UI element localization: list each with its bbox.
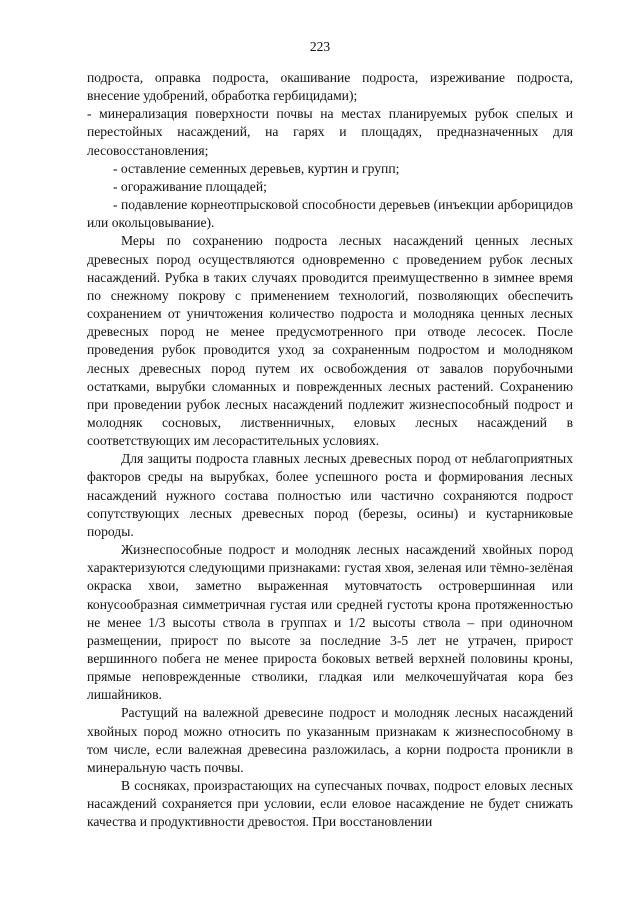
body-text [87,69,573,832]
page-number: 223 [309,39,331,54]
paragraph-pine-forests: В сосняках, произрастающих на супесчаных почвах, подрост еловых лесных насаждений сохраняется при условии, если еловое насаждение не будет снижать качества и продуктивности древостоя. При восстановлении [87,778,573,830]
list-item-mineralization: - минерализация поверхности почвы на местах планируемых рубок спелых и перестойных насаждений, на гарях и площадях, предназначенных для лесовосстановления; [87,106,573,158]
paragraph-protection: Для защиты подроста главных лесных древесных пород от неблагоприятных факторов среды на вырубках, более успешного роста и формирования лесных насаждений нужного состава полностью или частично сохраняются подрост сопутствующих лесных древесных пород (березы, осины) и кустарниковые породы. [87,451,573,539]
list-item-fencing: - огораживание площадей; [113,178,267,194]
list-item-suppression: - подавление корнеотпрысковой способности деревьев (инъекции арборицидов или окольцовывание). [87,197,573,231]
paragraph-viable-undergrowth: Жизнеспособные подрост и молодняк лесных насаждений хвойных пород характеризуются следующими признаками: густая хвоя, зеленая или тёмно-зелёная окраска хвои, заметно выраженная мутовчатость островершинная или конусообразная симметричная густая или средней густоты крона протяженностью не менее 1/3 высоты ствола в группах и 1/2 высоты ствола – при одиночном размещении, прирост по высоте за последние 3-5 лет не утрачен, прирост вершинного побега не менее прироста боковых ветвей верхней половины кроны, прямые неповрежденные стволики, гладкая или мелкочешуйчатая кора без лишайников. [87,542,573,703]
paragraph-deadwood-undergrowth: Растущий на валежной древесине подрост и молодняк лесных насаждений хвойных пород можно относить по указанным признакам к жизнеспособному в том числе, если валежная древесина разложилась, а корни подроста проникли в минеральную часть почвы. [87,705,573,775]
paragraph-preservation-measures: Меры по сохранению подроста лесных насаждений ценных лесных древесных пород осуществляются одновременно с проведением рубок лесных насаждений. Рубка в таких случаях проводится преимущественно в зимнее время по снежному покрову с применением технологий, позволяющих обеспечить сохранением от уничтожения количество подроста и молодняка ценных лесных древесных пород не менее предусмотренного при отводе лесосек. После проведения рубок проводится уход за сохраненным подростом и молодняком лесных древесных пород путем их освобождения от завалов порубочными остатками, вырубки сломанных и поврежденных лесных растений. Сохранению при проведении рубок лесных насаждений подлежит жизнеспособный подрост и молодняк сосновых, лиственничных, еловых лесных насаждений в соответствующих им лесорастительных условиях. [87,233,573,449]
paragraph-continuation: подроста, оправка подроста, окашивание подроста, изреживание подроста, внесение удобрений, обработка гербицидами); [87,70,573,104]
list-item-seed-trees: - оставление семенных деревьев, куртин и групп; [113,160,400,176]
